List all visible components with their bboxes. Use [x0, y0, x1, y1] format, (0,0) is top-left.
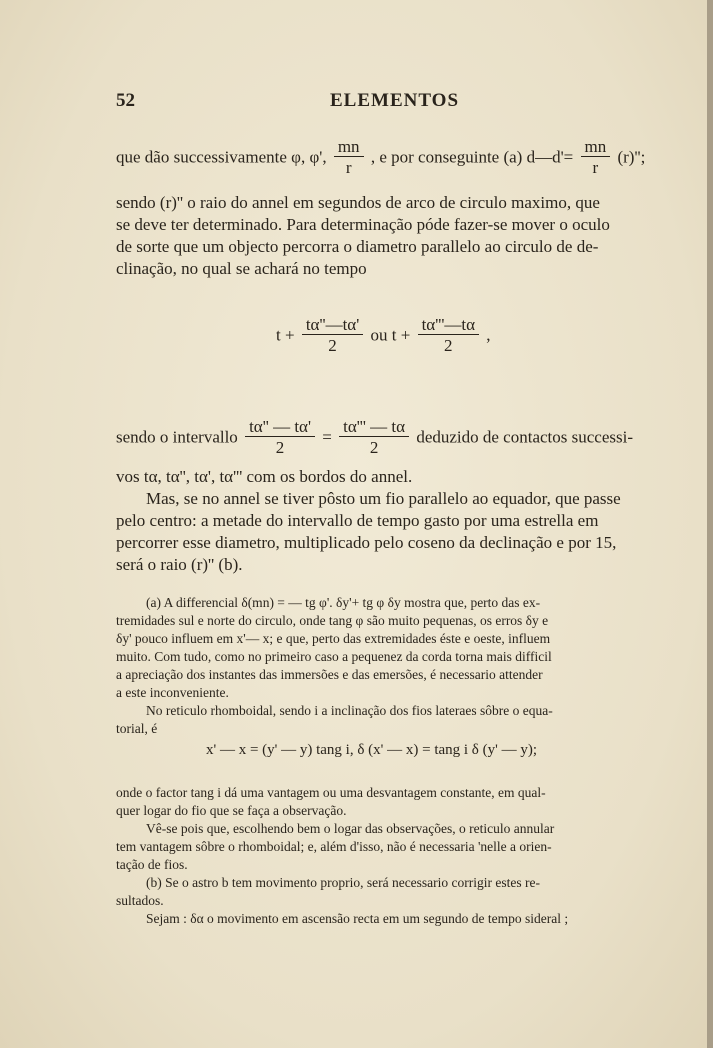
footnote-line: (a) A differencial δ(mn) = — tg φ'. δy'+ tg φ δy mostra que, perto das ex- [146, 595, 541, 610]
formula-1-middle: , e por conseguinte (a) d—d'= [370, 147, 574, 167]
body-line: percorrer esse diametro, multiplicado pelo coseno da declinação e por 15, [116, 533, 617, 552]
fraction-1 [302, 316, 363, 357]
body-line: pelo centro: a metade do intervallo de tempo gasto por uma estrella em [116, 511, 599, 530]
footnote-line: tem vantagem sôbre o rhomboidal; e, além d'isso, não é necessaria 'nelle a orien- [116, 839, 552, 854]
fraction-numerator: mn [581, 138, 611, 157]
footnote-line: Vê-se pois que, escolhendo bem o logar das observações, o reticulo annular [146, 821, 555, 836]
fraction-numerator: mn [334, 138, 364, 157]
footnote-line: tação de fios. [116, 857, 188, 872]
footnote-line: muito. Com tudo, como no primeiro caso a pequenez da corda torna mais difficil [116, 649, 552, 664]
body-line: Mas, se no annel se tiver pôsto um fio parallelo ao equador, que passe [146, 489, 621, 508]
fraction-mn-r-2 [581, 138, 611, 179]
formula-1-tail: (r)''; [617, 147, 646, 167]
fraction-denominator: 2 [275, 438, 285, 457]
fraction-denominator: 2 [444, 336, 453, 355]
footnote-line: onde o factor tang i dá uma vantagem ou uma desvantagem constante, em qual- [116, 785, 546, 800]
formula-1-lead: que dão successivamente φ, φ', [116, 147, 327, 167]
formula-3-tail: deduzido de contactos successi- [416, 427, 633, 447]
footnote-line: sultados. [116, 893, 164, 908]
footnote-line: a apreciação dos instantes das immersões e das emersões, é necessario attender [116, 667, 543, 682]
formula-2-lead: t + [276, 325, 295, 345]
body-line: de sorte que um objecto percorra o diametro parallelo ao circulo de de- [116, 237, 599, 256]
footnote-line: δy' pouco influem em x'— x; e que, perto das extremidades éste e oeste, influem [116, 631, 551, 646]
footnote-line: Sejam : δα o movimento em ascensão recta em um segundo de tempo sideral ; [146, 911, 569, 926]
fraction-denominator: 2 [328, 336, 337, 355]
footnote-line: quer logar do fio que se faça a observação. [116, 803, 347, 818]
formula-line-1 [116, 138, 645, 179]
footnote-line: tremidades sul e norte do circulo, onde tang φ são muito pequenas, os erros δy e [116, 613, 549, 628]
body-line: sendo (r)'' o raio do annel em segundos de arco de circulo maximo, que [116, 193, 600, 212]
fraction-denominator: r [592, 158, 599, 177]
footnote-line: (b) Se o astro b tem movimento proprio, será necessario corrigir estes re- [146, 875, 540, 890]
fraction-1 [245, 418, 315, 459]
fraction-numerator: tα'''—tα [418, 316, 479, 335]
footnote-line: No reticulo rhomboidal, sendo i a inclinação dos fios lateraes sôbre o equa- [146, 703, 553, 718]
fraction-mn-r [334, 138, 364, 179]
body-line: se deve ter determinado. Para determinação póde fazer-se mover o oculo [116, 215, 610, 234]
page-number: 52 [116, 90, 135, 111]
body-line: vos tα, tα'', tα', tα''' com os bordos do annel. [116, 467, 413, 486]
body-line: será o raio (r)'' (b). [116, 555, 243, 574]
formula-3-eq: = [322, 427, 332, 447]
formula-line-3 [116, 418, 633, 459]
fraction-numerator: tα''' — tα [339, 418, 409, 437]
fraction-denominator: 2 [369, 438, 379, 457]
footnote-line: torial, é [116, 721, 158, 736]
body-line: clinação, no qual se achará no tempo [116, 259, 367, 278]
formula-3-lead: sendo o intervallo [116, 427, 238, 447]
page-title: ELEMENTOS [330, 90, 460, 111]
formula-2-end: , [486, 325, 491, 345]
fraction-denominator: r [345, 158, 352, 177]
fraction-numerator: tα''—tα' [302, 316, 363, 335]
footnote-line: a este inconveniente. [116, 685, 229, 700]
fraction-2 [418, 316, 479, 357]
formula-line-2 [276, 316, 491, 357]
fraction-numerator: tα'' — tα' [245, 418, 315, 437]
fraction-2 [339, 418, 409, 459]
formula-2-or: ou t + [370, 325, 411, 345]
footnote-formula: x' — x = (y' — y) tang i, δ (x' — x) = tang i δ (y' — y); [206, 742, 537, 758]
